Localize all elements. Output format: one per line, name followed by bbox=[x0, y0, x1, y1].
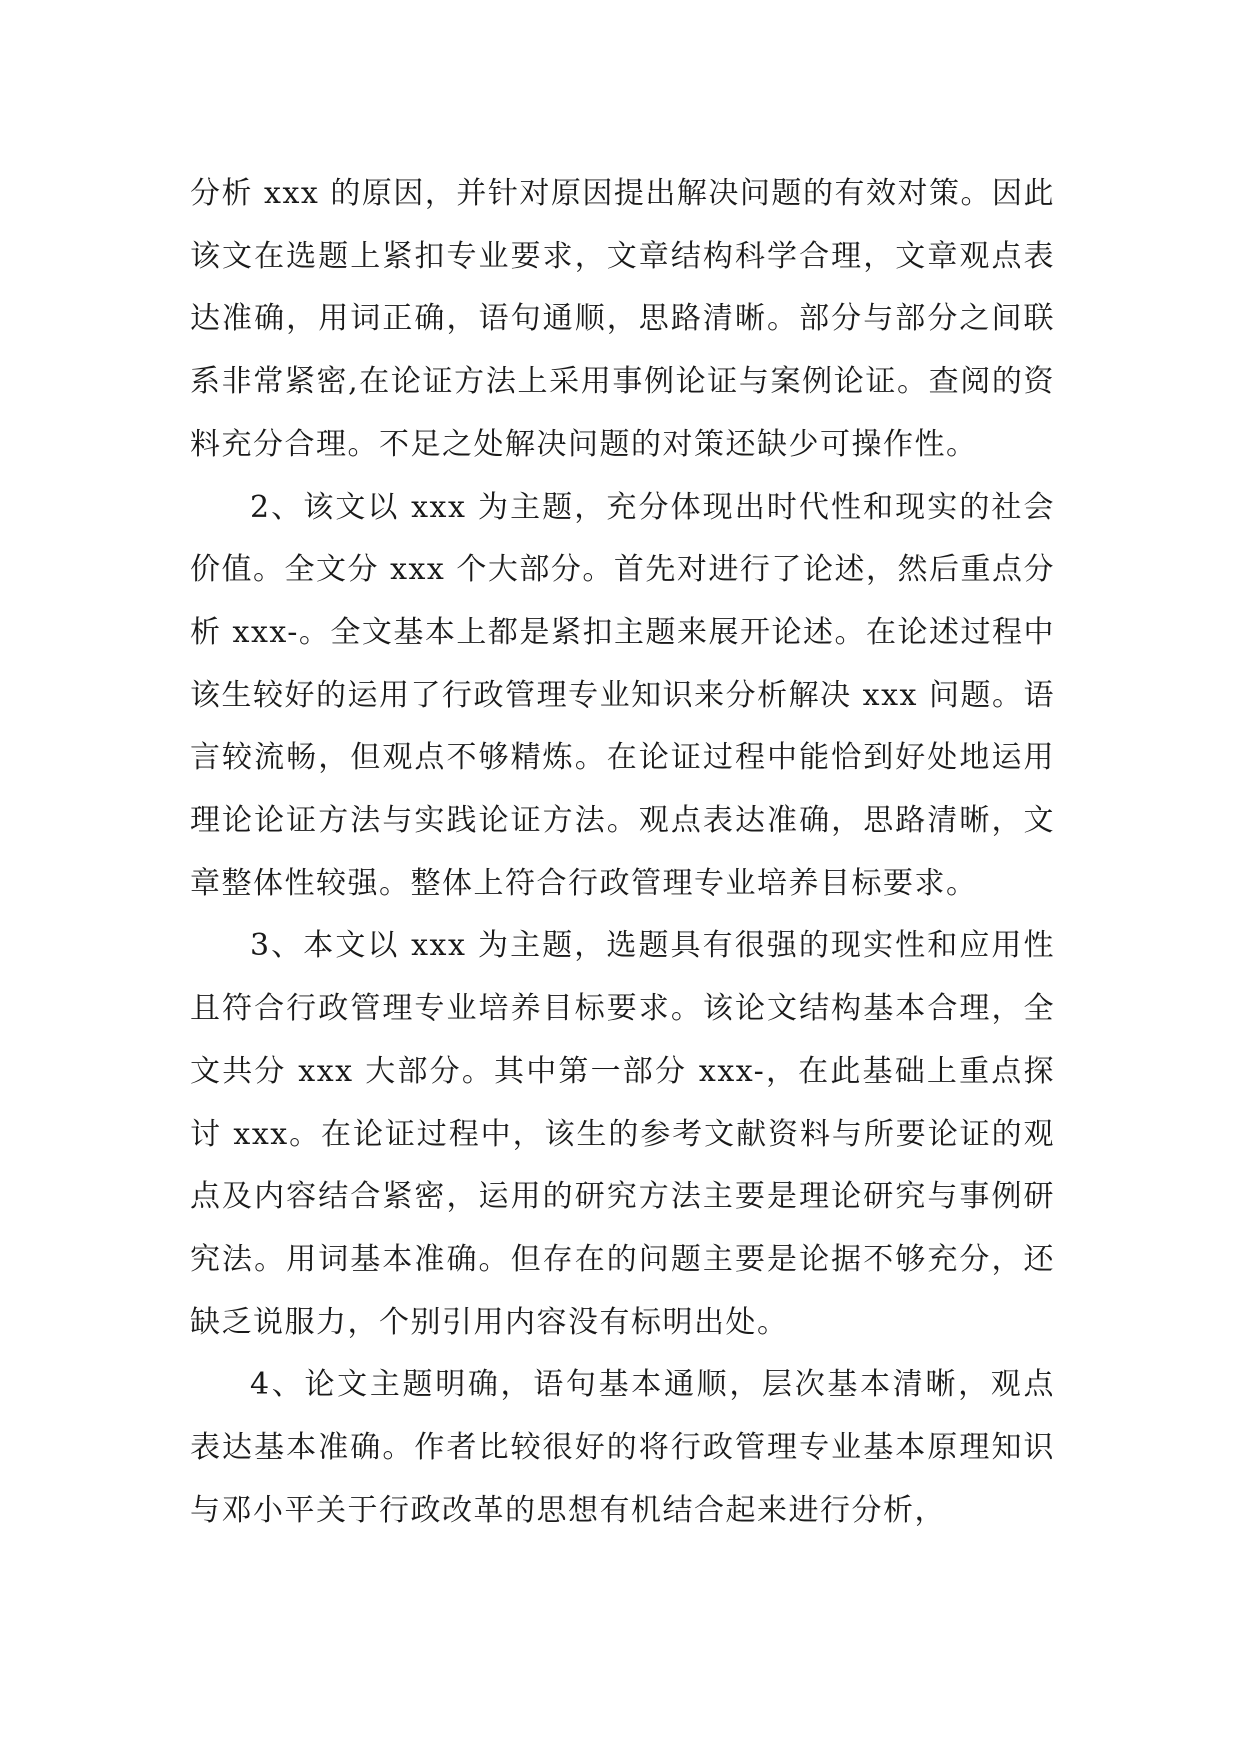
paragraph-1: 分析 xxx 的原因，并针对原因提出解决问题的有效对策。因此该文在选题上紧扣专业要求，文章结构科学合理，文章观点表达准确，用词正确，语句通顺，思路清晰。部分与部分之间联系非常紧密,在论证方法上采用事例论证与案例论证。查阅的资料充分合理。不足之处解决问题的对策还缺少可操作性。 bbox=[190, 176, 1055, 462]
document-body bbox=[190, 163, 1055, 1542]
paragraph-3: 3、本文以 xxx 为主题，选题具有很强的现实性和应用性且符合行政管理专业培养目标要求。该论文结构基本合理，全文共分 xxx 大部分。其中第一部分 xxx-，在此基础上重点探讨 xxx。在论证过程中，该生的参考文献资料与所要论证的观点及内容结合紧密，运用的研究方法主要是理论研究与事例研究法。用词基本准确。但存在的问题主要是论据不够充分，还缺乏说服力，个别引用内容没有标明出处。 bbox=[190, 928, 1055, 1340]
paragraph-4: 4、论文主题明确，语句基本通顺，层次基本清晰，观点表达基本准确。作者比较很好的将行政管理专业基本原理知识与邓小平关于行政改革的思想有机结合起来进行分析， bbox=[190, 1367, 1055, 1528]
paragraph-2: 2、该文以 xxx 为主题，充分体现出时代性和现实的社会价值。全文分 xxx 个大部分。首先对进行了论述，然后重点分析 xxx-。全文基本上都是紧扣主题来展开论述。在论述过程中该生较好的运用了行政管理专业知识来分析解决 xxx 问题。语言较流畅，但观点不够精炼。在论证过程中能恰到好处地运用理论论证方法与实践论证方法。观点表达准确，思路清晰，文章整体性较强。整体上符合行政管理专业培养目标要求。 bbox=[190, 489, 1055, 901]
